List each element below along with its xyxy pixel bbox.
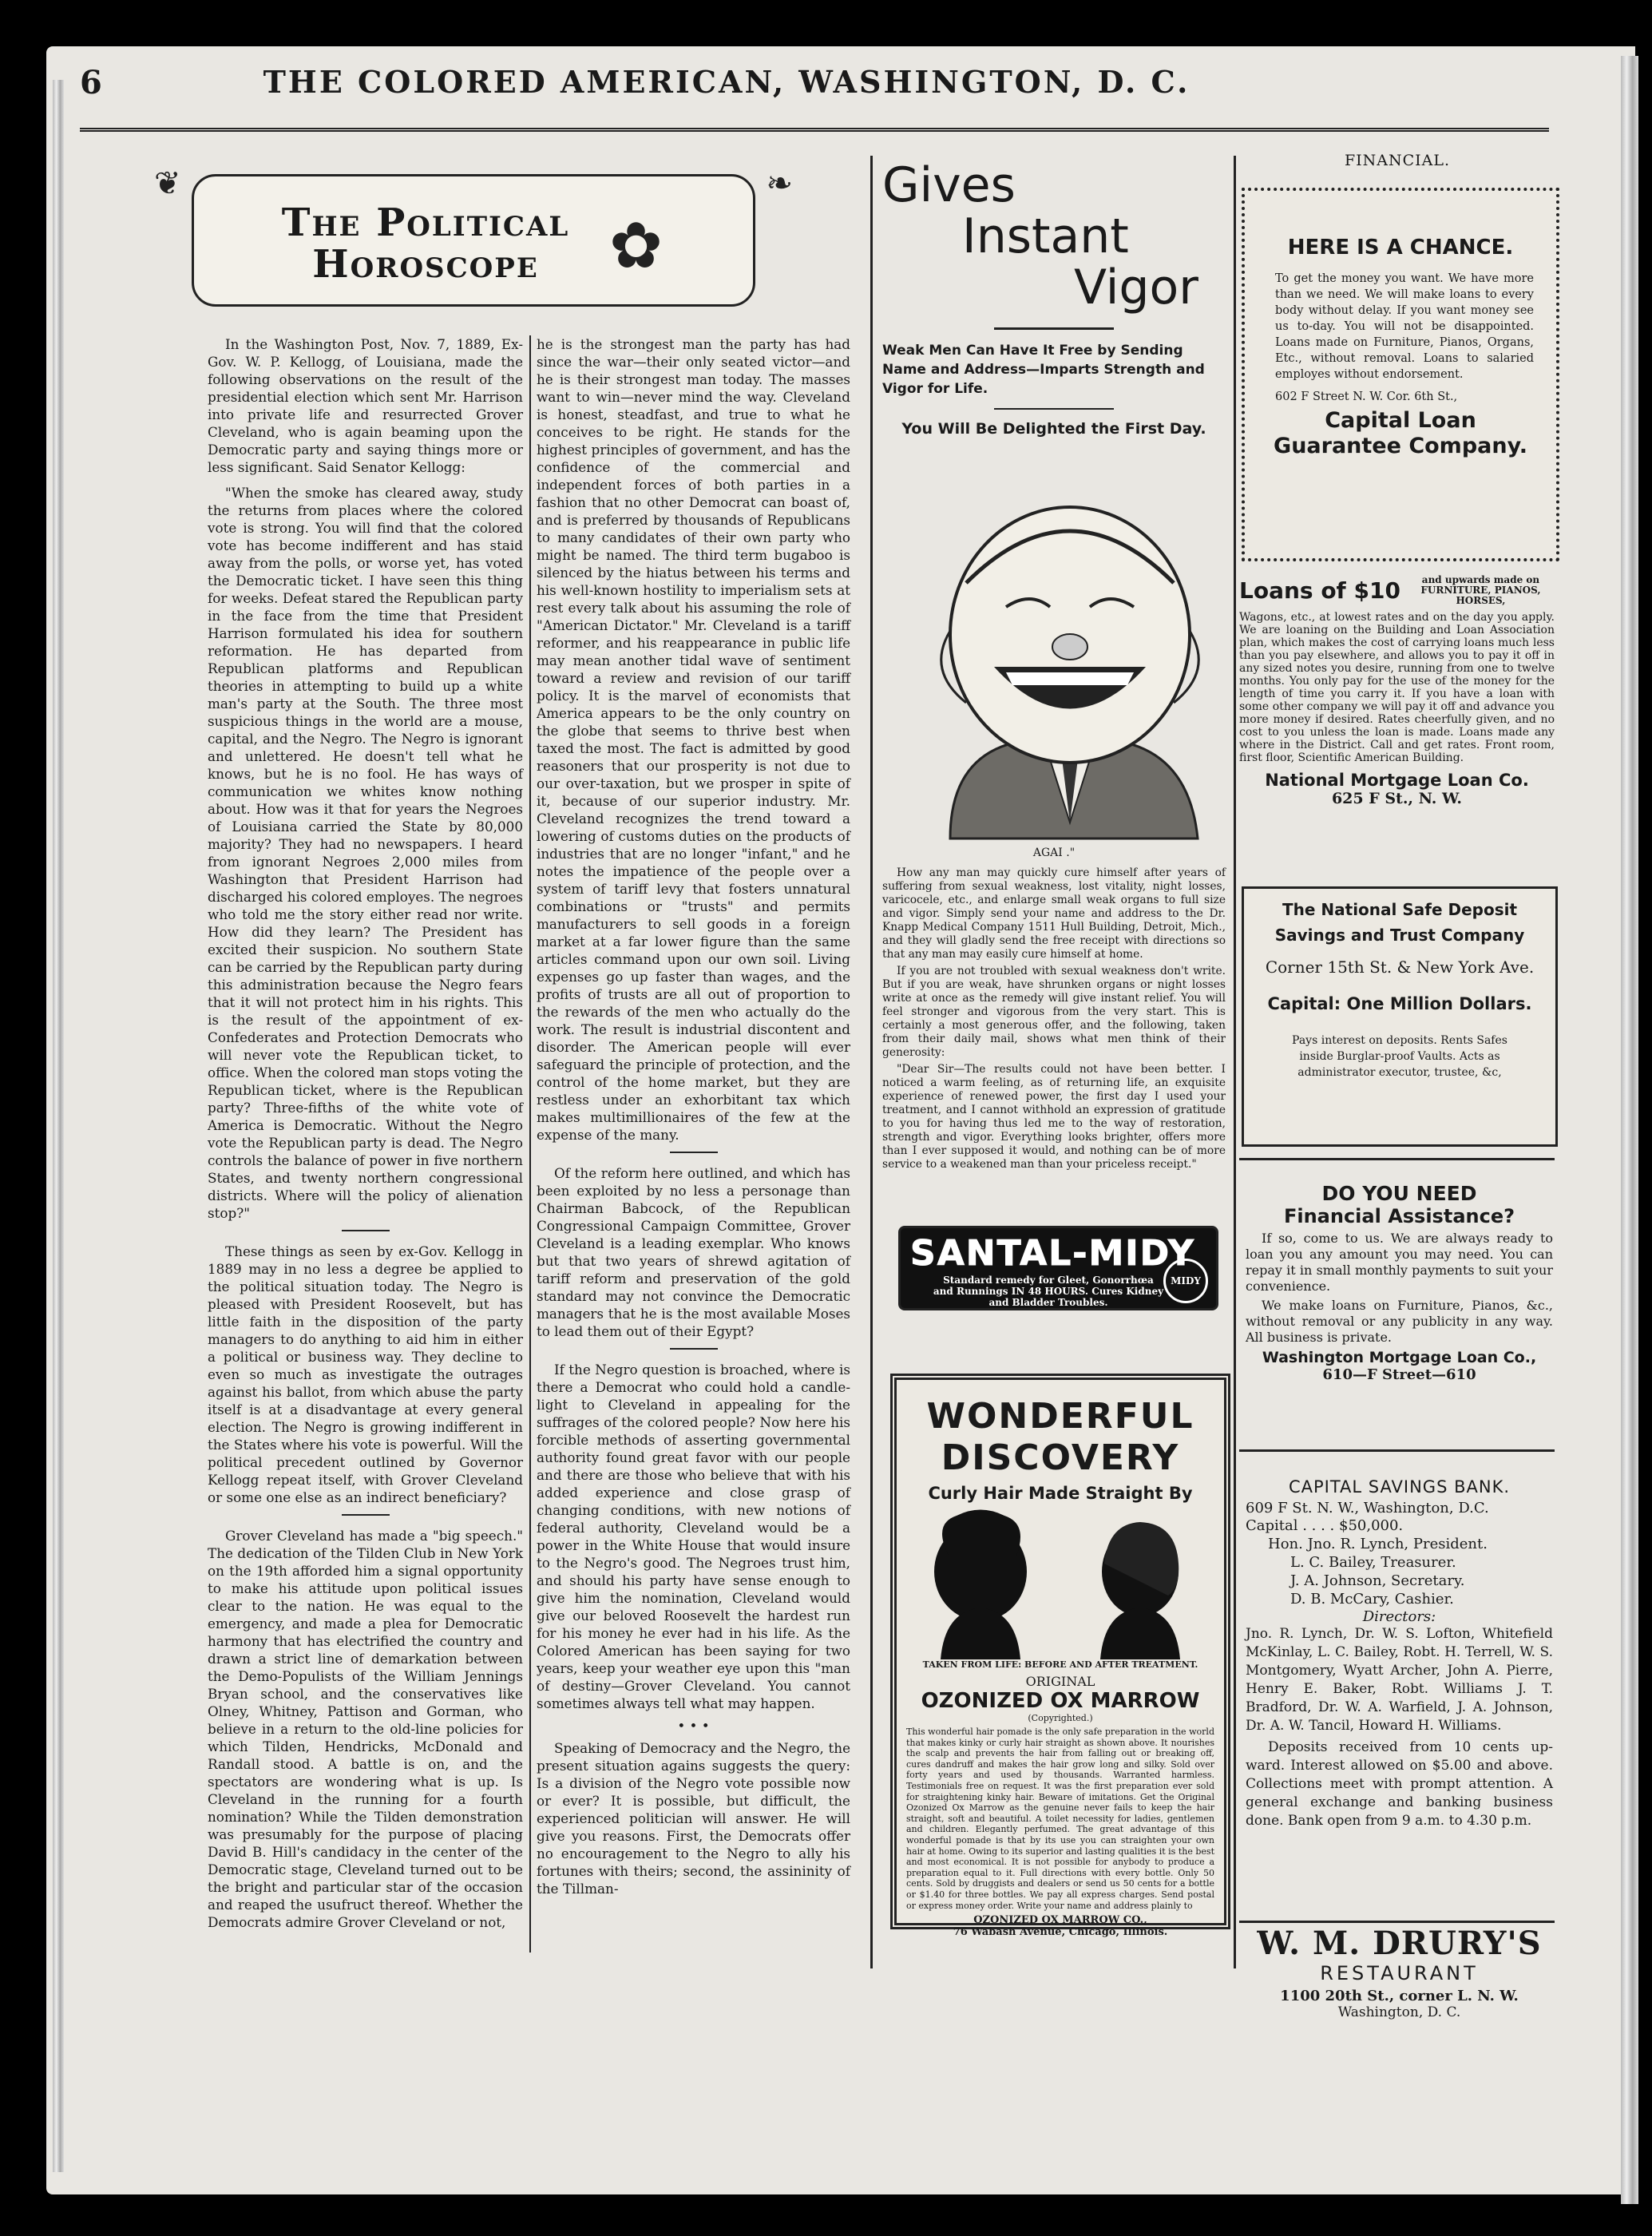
masthead-title: The Political Horoscope xyxy=(281,200,570,287)
scroll-ornament-icon: ❧ xyxy=(766,165,793,202)
loans-body: Wagons, etc., at lowest rates and on the day you apply. We are loaning on the Building and Loan Association plan, which makes the cost of carrying loans much less than you pay elsewhere, and allows you to pay it off in any sized notes you desire, running from one to twelve months. You only pay for the use of the money for the length of time you carry it. If you have a loan with some other company we will pay it off and advance you more money if desired. Rates cheerfully given, and no cost to you unless the loan is made. Loans made any where in the District. Call and get rates. Front room, first floor, Scientific American Building. xyxy=(1239,611,1555,764)
need-subtitle: Financial Assistance? xyxy=(1283,1205,1515,1227)
divider xyxy=(994,327,1114,330)
article-paragraph: Of the reform here outlined, and which has been exploited by no less a personage than Chairman Babcock, of the Republican Congressional Campaign Committee, Grover Cleveland is a leading exemplar. Who knows but that two years of shrewd agitation of tariff reform and preservation of the gold standard may not convince the Democratic managers that he is the most available Moses to lead them out of their Egypt? xyxy=(537,1165,850,1339)
loans-title: Loans of $10 xyxy=(1239,577,1400,604)
page-number: 6 xyxy=(80,64,102,101)
newspaper-title: THE COLORED AMERICAN, WASHINGTON, D. C. xyxy=(263,64,1190,100)
article-paragraph: These things as seen by ex-Gov. Kellogg in 1889 may in no less a degree be applied to the political situation today. The Negro is pleased with President Roosevelt, but has little faith in the disposition of the party managers to do anything to aid him in either a political or business way. They decline to even so much as investigate the outrages against his ballot, from which abuse the party itself is at a disadvantage at every general election. The Negro is growing indifferent in the States where his vote is powerful. Will the political precedent outlined by Governor Kellogg repeat itself, with Grover Cleveland or some one else as an indirect beneficiary? xyxy=(208,1243,523,1505)
divider xyxy=(670,1152,718,1153)
loans-title-side: and upwards made on FURNITURE, PIANOS, HORSES, xyxy=(1420,574,1541,606)
divider xyxy=(1239,1158,1555,1160)
bank-address: 609 F St. N. W., Washington, D.C. xyxy=(1246,1500,1489,1516)
divider xyxy=(342,1230,390,1231)
drury-city: Washington, D. C. xyxy=(1337,2004,1461,2020)
masthead-frame xyxy=(154,165,793,307)
bank-title: CAPITAL SAVINGS BANK. xyxy=(1288,1477,1511,1497)
vigor-ad xyxy=(882,157,1226,438)
bank-officer: D. B. McCary, Cashier. xyxy=(1290,1591,1454,1608)
washington-mortgage-company: Washington Mortgage Loan Co., xyxy=(1262,1349,1537,1366)
bank-directors: Jno. R. Lynch, Dr. W. S. Lofton, Whitefield McKinlay, L. C. Bailey, Robt. H. Terrell, W. S. Montgomery, Wyatt Archer, John A. Pierre, Henry E. Baker, Robt. Williams J. T. Bradford, Dr. W. A. Warfield, J. A. Johnson, Dr. A. W. Tancil, Howard H. Williams. xyxy=(1246,1626,1553,1734)
santal-title: SANTAL-MIDY xyxy=(910,1233,1195,1274)
ox-marrow-address: 76 Wabash Avenue, Chicago, Illinois. xyxy=(953,1926,1168,1939)
national-mortgage-address: 625 F St., N. W. xyxy=(1331,790,1463,807)
safe-deposit-body: Pays interest on deposits. Rents Safes inside Burglar-proof Vaults. Acts as administrator executor, trustee, &c, xyxy=(1292,1034,1507,1079)
midy-badge-icon: MIDY xyxy=(1163,1259,1208,1303)
vigor-delighted: You Will Be Delighted the First Day. xyxy=(901,420,1206,438)
portrait-caption: TAKEN FROM LIFE: BEFORE AND AFTER TREATMENT. xyxy=(922,1659,1198,1670)
capital-loan-ad xyxy=(1242,188,1559,561)
binding-edge xyxy=(53,80,64,2172)
capital-savings-bank-ad xyxy=(1246,1477,1553,1830)
washington-mortgage-ad xyxy=(1246,1182,1553,1383)
section-stars: • • • xyxy=(677,1718,710,1734)
divider xyxy=(1239,1449,1555,1452)
divider xyxy=(994,408,1114,410)
original-label: ORIGINAL xyxy=(1025,1674,1095,1689)
wonderful-subtitle: Curly Hair Made Straight By xyxy=(928,1484,1193,1503)
bank-officer: J. A. Johnson, Secretary. xyxy=(1290,1572,1465,1589)
page-header xyxy=(80,64,1549,132)
vigor-testimonial: "Dear Sir—The results could not have been better. I noticed a warm feeling, as of returning life, an exquisite experience of renewed power, the first day I used your treatment, and I cannot withhold an expression of gratitude to you for having thus led me to the way of restoration, strength and vigor. Everything looks brighter, offers more than I ever supposed it would, and nothing can be of more service to a weakened man than your priceless receipt." xyxy=(882,1063,1226,1171)
article-paragraph: Grover Cleveland has made a "big speech." The dedication of the Tilden Club in New York on the 19th afforded him a signal opportunity to make his attitude upon political issues clear to the nation. He was equal to the emergency, and made a plea for Democratic harmony that has electrified the country and drawn a strict line of demarkation between the Demo-Populists of the William Jennings Bryan school, and the conservatives like Olney, Whitney, Pattison and Gorman, who believe in a return to the old-line policies for which Tilden, Hendricks, McDonald and Randall stood. A battle is on, and the spectators are wondering what is up. Is Cleveland in the running for a fourth nomination? While the Tilden demonstration was presumably for the purpose of placing David B. Hill's candidacy in the center of the Democratic stage, Cleveland turned out to be the bright and particular star of the occasion and reaped the usufruct thereof. Whether the Democrats admire Grover Cleveland or not, xyxy=(208,1528,523,1930)
safe-deposit-corner: Corner 15th St. & New York Ave. xyxy=(1265,957,1535,977)
flourish-ornament-icon: ✿ xyxy=(609,208,664,283)
column-rule xyxy=(529,335,531,1953)
horoscope-masthead xyxy=(144,166,798,314)
santal-midy-ad xyxy=(898,1226,1218,1310)
national-mortgage-company: National Mortgage Loan Co. xyxy=(1265,771,1529,790)
article-column-2 xyxy=(537,335,850,1905)
santal-text: Standard remedy for Gleet, Gonorrhœa and Runnings IN 48 HOURS. Cures Kidney and Bladder Troubles. xyxy=(933,1275,1164,1308)
scroll-ornament-icon: ❦ xyxy=(154,165,181,202)
need-title: DO YOU NEED xyxy=(1321,1182,1477,1205)
vigor-paragraph: If you are not troubled with sexual weakness don't write. But if you are weak, have shrunken organs or night losses write at once as the remedy will give instant relief. You will feel stronger and vigorous from the very start. This is certainly a most generous offer, and the following, taken from their daily mail, shows what men think of their generosity: xyxy=(882,965,1226,1059)
copyright-label: (Copyrighted.) xyxy=(1028,1713,1093,1723)
vigor-subheading: Weak Men Can Have It Free by Sending Name and Address—Imparts Strength and Vigor for Life. xyxy=(882,343,1205,397)
vigor-ad-body xyxy=(882,846,1226,1172)
washington-mortgage-address: 610—F Street—610 xyxy=(1322,1366,1476,1383)
chance-body: To get the money you want. We have more than we need. We will make loans to every body without delay. If you want money see us to-day. You will not be disappointed. Loans made on Furniture, Pianos, Organs, Etc., without removal. Loans to salaried employes without endorsement. xyxy=(1275,272,1534,381)
divider xyxy=(342,1514,390,1516)
article-column-1 xyxy=(208,335,523,1939)
article-paragraph: Speaking of Democracy and the Negro, the present situation agains suggests the query: Is a division of the Negro vote possible now or ever? It is possible, but difficult, the experienced politician will answer. He will give you reasons. First, the Democrats offer no encouragement to the Negro to ally his fortunes with theirs; second, the assininity of the Tillman- xyxy=(537,1740,850,1897)
safe-deposit-capital: Capital: One Million Dollars. xyxy=(1267,994,1532,1013)
ox-marrow-body: This wonderful hair pomade is the only safe preparation in the world that makes kinky or curly hair straight as shown above. It nourishes the scalp and prevents the hair from falling out or breaking off, cures dandruff and makes the hair grow long and silky. Sold over forty years and used by thousands. Warranted harmless. Testimonials free on request. It was the first preparation ever sold for straightening kinky hair. Beware of imitations. Get the Original Ozonized Ox Marrow as the genuine never fails to keep the hair straight, soft and beautiful. A toilet necessity for ladies, gentlemen and children. Elegantly perfumed. The great advantage of this wonderful pomade is that by its use you can straighten your own hair at home. Owing to its superior and lasting qualities it is the best and most economical. It is not possible for anybody to produce a preparation equal to it. Full directions with every bottle. Only 50 cents. Sold by druggists and dealers or send us 50 cents for a bottle or $1.40 for three bottles. We pay all express charges. Send postal or express money order. Write your name and address plainly to xyxy=(906,1727,1214,1911)
ox-marrow-company: OZONIZED OX MARROW CO., xyxy=(973,1914,1147,1927)
vigor-word-1: Gives xyxy=(882,157,1016,213)
article-paragraph: "When the smoke has cleared away, study the returns from places where the colored vote is strong. You will find that the colored vote has become indifferent and has staid away from the polls, or worse yet, has voted the Democratic ticket. I have seen this thing for weeks. Defeat stared the Republican party in the face from the time that President Harrison formulated his idea for southern reformation. He has departed from Republican platforms and Republican theories in attempting to build up a white man's party at the South. The three most suspicious things in the world are a mouse, capital, and the Negro. The Negro is ignorant and unlettered. He doesn't tell what he knows, but he is no fool. He has ways of communication we whites know nothing about. How was it that for years the Negroes of Louisiana carried the State by 80,000 majority? They had no newspapers. I heard from ignorant Negroes 2,000 miles from Washington that President Harrison had discharged his colored employes. The negroes who told me the story either read nor write. How did they learn? The President has excited their suspicion. No southern State can be carried by the Republican party during this administration because the Negro fears that it will not protect him in his rights. This is the result of the appointment of ex-Confederates and Protection Democrats who will never vote the Republican ticket, to office. When the colored man stops voting the Republican ticket, where is the Republican party? Three-fifths of the white vote of America is Democratic. Without the Negro vote the Republican party is dead. The Negro controls the balance of power in five northern States, and twenty northern congressional districts. Where will the policy of alienation stop?" xyxy=(208,485,523,1221)
vigor-paragraph: How any man may quickly cure himself after years of suffering from sexual weakness, lost vitality, night losses, varicocele, etc., and enlarge small weak organs to full size and vigor. Simply send your name and address to the Dr. Knapp Medical Company 1511 Hull Building, Detroit, Mich., and they will gladly send the free receipt with directions so that any man may easily cure himself at home. xyxy=(882,866,1226,961)
product-name: OZONIZED OX MARROW xyxy=(921,1689,1200,1713)
safe-deposit-ad xyxy=(1242,886,1558,1147)
article-paragraph: If the Negro question is broached, where is there a Democrat who could hold a candle-light to Cleveland in appealing for the suffrages of the colored people? Now here his forcible methods of asserting governmental authority found great favor with our people and there are those who believe that with his added experience and close grasp of changing conditions, with new notions of federal authority, Cleveland would be a power in the White House that would insure to the Negro's good. The Negroes trust him, and should his party have sense enough to give him the nomination, Cleveland would give our beloved Roosevelt the hardest run for his money he ever had in his life. As the Colored American has been saying for two years, keep your weather eye upon this "man of destiny—Grover Cleveland. You cannot sometimes always tell what may happen. xyxy=(537,1362,850,1711)
bank-officer: Hon. Jno. R. Lynch, President. xyxy=(1268,1536,1488,1552)
article-paragraph: In the Washington Post, Nov. 7, 1889, Ex-Gov. W. P. Kellogg, of Louisiana, made the following observations on the result of the presidential election which sent Mr. Harrison into private life and resurrected Grover Cleveland, who is again beaming upon the Democratic party and saying things more or less significant. Said Senator Kellogg: xyxy=(208,336,523,475)
divider xyxy=(670,1348,718,1350)
drury-address: 1100 20th St., corner L. N. W. xyxy=(1280,1988,1519,2004)
laughing-man-illustration xyxy=(918,487,1222,842)
column-rule xyxy=(870,156,873,1968)
financial-heading: FINANCIAL. xyxy=(1344,152,1451,169)
drury-restaurant-ad xyxy=(1246,1925,1553,2020)
article-paragraph: he is the strongest man the party has had since the war—their only seated victor—and he is their strongest man today. The masses want to win—never mind the way. Cleveland is honest, steadfast, and true to what he conceives to be right. He stands for the highest principles of government, and has the confidence of the commercial and independent forces of both parties in a fashion that no other Democrat can boast of, and is preferred by thousands of Republicans to many candidates of their own party who might be named. The third term bugaboo is silenced by the hiatus between his terms and his well-known hostility to imperialism sets at rest every talk about his assuming the role of "American Dictator." Mr. Cleveland is a tariff reformer, and his reappearance in public life may mean another tidal wave of sentiment toward a review and revision of our tariff policy. It is the marvel of economists that America appears to be the only country on the globe that seems to thrive best when taxed the most. The fact is admitted by good reasoners that our prosperity is not due to our over-taxation, but we prosper in spite of it, because of our superior industry. Mr. Cleveland recognizes the trend toward a lowering of customs duties on the products of industries that are no longer "infant," and he notes the impatience of the people over a system of tariff levy that fosters unnatural combinations or "trusts" and permits manufacturers to sell goods in a foreign market at a far lower figure than the same articles command upon our own soil. Living expenses go up faster than wages, and the profits of trusts are all out of proportion to the rewards of the men who actually do the work. The result is industrial discontent and disorder. The American people will ever safeguard the principle of protection, and the control of the home market, but they are restless under an exhorbitant tax which makes multimillionaires of the few at the expense of the many. xyxy=(537,336,850,1143)
before-after-portraits xyxy=(909,1508,1212,1659)
ox-marrow-ad xyxy=(890,1374,1230,1939)
chance-title: HERE IS A CHANCE. xyxy=(1287,236,1514,260)
need-body-2: We make loans on Furniture, Pianos, &c., without removal or any publicity in any way. All business is private. xyxy=(1246,1298,1553,1345)
wonderful-title: WONDERFUL xyxy=(926,1396,1194,1437)
discovery-title: DISCOVERY xyxy=(941,1437,1180,1478)
vigor-word-3: Vigor xyxy=(1074,260,1198,315)
illustration-caption: AGAI ." xyxy=(1032,846,1076,859)
chance-address: 602 F Street N. W. Cor. 6th St., xyxy=(1275,391,1458,403)
page-edge xyxy=(1621,56,1638,2204)
divider xyxy=(1239,1921,1555,1923)
national-mortgage-ad xyxy=(1239,575,1555,807)
bank-officer: L. C. Bailey, Treasurer. xyxy=(1290,1554,1456,1571)
drury-name: W. M. DRURY'S xyxy=(1257,1925,1542,1962)
need-body: If so, come to us. We are always ready to loan you any amount you may need. You can repay it in small monthly payments to suit your convenience. xyxy=(1246,1231,1553,1294)
vigor-word-2: Instant xyxy=(962,208,1129,264)
column-rule xyxy=(1234,156,1236,1968)
directors-label: Directors: xyxy=(1362,1608,1436,1625)
safe-deposit-title: The National Safe Deposit Savings and Trust Company xyxy=(1274,900,1525,945)
bank-deposits: Deposits received from 10 cents up-ward. Interest allowed on $5.00 and above. Collections meet with prompt attention. A general exchange and banking business done. Bank open from 9 a.m. to 4.30 p.m. xyxy=(1246,1739,1553,1829)
bank-capital: Capital . . . . $50,000. xyxy=(1246,1517,1404,1534)
drury-kind: RESTAURANT xyxy=(1320,1962,1479,1984)
chance-company: Capital Loan Guarantee Company. xyxy=(1274,408,1527,458)
